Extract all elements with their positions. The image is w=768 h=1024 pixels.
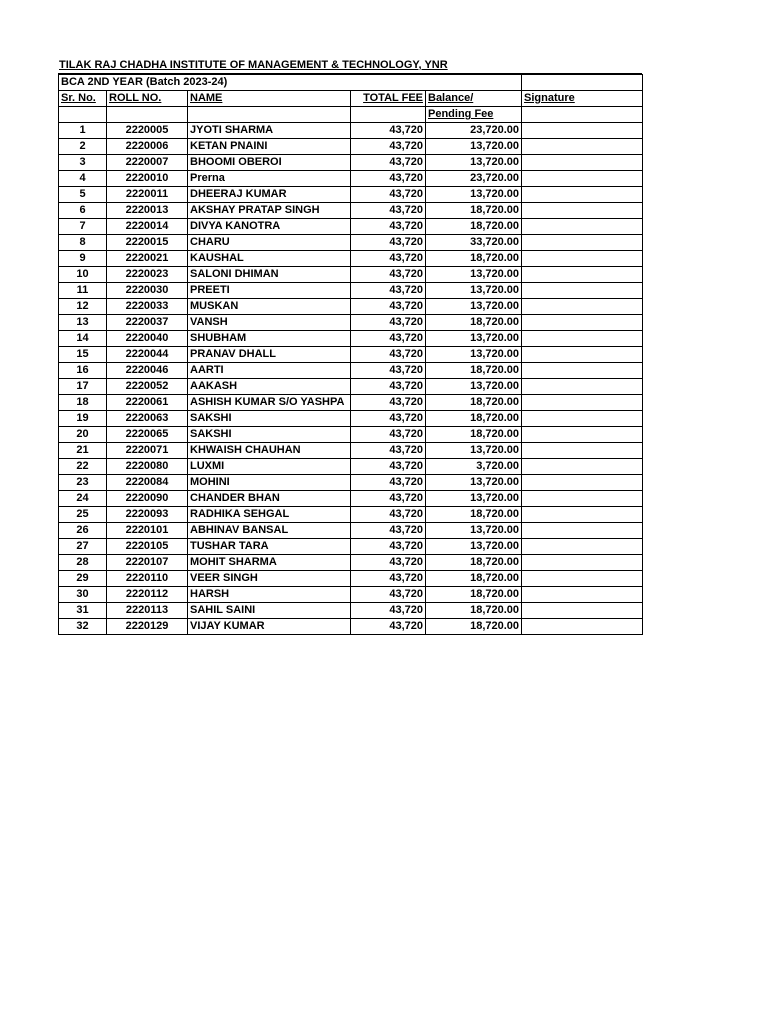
balance-cell: 13,720.00	[426, 379, 522, 395]
signature-cell	[522, 571, 643, 587]
roll-no-cell: 2220033	[107, 299, 188, 315]
signature-cell	[522, 187, 643, 203]
balance-cell: 18,720.00	[426, 411, 522, 427]
signature-cell	[522, 331, 643, 347]
table-row	[59, 587, 643, 603]
signature-cell	[522, 235, 643, 251]
sr-no-cell: 4	[59, 171, 107, 187]
total-fee-cell: 43,720	[351, 379, 426, 395]
signature-cell	[522, 475, 643, 491]
name-cell: VIJAY KUMAR	[188, 619, 351, 635]
table-row	[59, 187, 643, 203]
table-row	[59, 171, 643, 187]
balance-cell: 18,720.00	[426, 619, 522, 635]
roll-no-cell: 2220037	[107, 315, 188, 331]
roll-no-cell: 2220093	[107, 507, 188, 523]
header2-empty-signature	[522, 107, 643, 123]
total-fee-cell: 43,720	[351, 619, 426, 635]
signature-cell	[522, 363, 643, 379]
sr-no-cell: 9	[59, 251, 107, 267]
name-cell: Prerna	[188, 171, 351, 187]
name-cell: SAKSHI	[188, 411, 351, 427]
fee-table	[58, 74, 643, 635]
total-fee-cell: 43,720	[351, 315, 426, 331]
sr-no-cell: 14	[59, 331, 107, 347]
signature-cell	[522, 347, 643, 363]
table-row	[59, 475, 643, 491]
signature-cell	[522, 507, 643, 523]
header-row-2	[59, 107, 643, 123]
balance-cell: 13,720.00	[426, 299, 522, 315]
name-cell: VEER SINGH	[188, 571, 351, 587]
fee-sheet	[58, 58, 642, 635]
table-row	[59, 443, 643, 459]
name-cell: VANSH	[188, 315, 351, 331]
balance-cell: 13,720.00	[426, 523, 522, 539]
table-row	[59, 603, 643, 619]
name-cell: SAHIL SAINI	[188, 603, 351, 619]
table-row	[59, 555, 643, 571]
total-fee-cell: 43,720	[351, 571, 426, 587]
signature-cell	[522, 523, 643, 539]
balance-cell: 13,720.00	[426, 155, 522, 171]
table-row	[59, 235, 643, 251]
signature-cell	[522, 283, 643, 299]
table-row	[59, 299, 643, 315]
table-row	[59, 459, 643, 475]
sr-no-cell: 16	[59, 363, 107, 379]
name-cell: KAUSHAL	[188, 251, 351, 267]
name-cell: PREETI	[188, 283, 351, 299]
name-cell: CHANDER BHAN	[188, 491, 351, 507]
total-fee-cell: 43,720	[351, 155, 426, 171]
header-total-fee: TOTAL FEE	[351, 91, 426, 107]
roll-no-cell: 2220023	[107, 267, 188, 283]
signature-cell	[522, 155, 643, 171]
roll-no-cell: 2220105	[107, 539, 188, 555]
sr-no-cell: 6	[59, 203, 107, 219]
name-cell: ABHINAV BANSAL	[188, 523, 351, 539]
roll-no-cell: 2220052	[107, 379, 188, 395]
roll-no-cell: 2220107	[107, 555, 188, 571]
sr-no-cell: 23	[59, 475, 107, 491]
roll-no-cell: 2220065	[107, 427, 188, 443]
signature-cell	[522, 603, 643, 619]
table-row	[59, 283, 643, 299]
roll-no-cell: 2220112	[107, 587, 188, 603]
name-cell: DIVYA KANOTRA	[188, 219, 351, 235]
sr-no-cell: 17	[59, 379, 107, 395]
sr-no-cell: 5	[59, 187, 107, 203]
table-row	[59, 155, 643, 171]
sr-no-cell: 15	[59, 347, 107, 363]
balance-cell: 23,720.00	[426, 123, 522, 139]
header-row	[59, 91, 643, 107]
balance-cell: 13,720.00	[426, 443, 522, 459]
signature-cell	[522, 299, 643, 315]
signature-cell	[522, 491, 643, 507]
total-fee-cell: 43,720	[351, 139, 426, 155]
name-cell: DHEERAJ KUMAR	[188, 187, 351, 203]
signature-cell	[522, 539, 643, 555]
total-fee-cell: 43,720	[351, 587, 426, 603]
table-row	[59, 219, 643, 235]
name-cell: ASHISH KUMAR S/O YASHPA	[188, 395, 351, 411]
sr-no-cell: 20	[59, 427, 107, 443]
signature-cell	[522, 139, 643, 155]
balance-cell: 18,720.00	[426, 587, 522, 603]
total-fee-cell: 43,720	[351, 299, 426, 315]
signature-cell	[522, 203, 643, 219]
roll-no-cell: 2220129	[107, 619, 188, 635]
total-fee-cell: 43,720	[351, 475, 426, 491]
total-fee-cell: 43,720	[351, 347, 426, 363]
header-name: NAME	[188, 91, 351, 107]
total-fee-cell: 43,720	[351, 283, 426, 299]
roll-no-cell: 2220044	[107, 347, 188, 363]
balance-cell: 13,720.00	[426, 283, 522, 299]
balance-cell: 13,720.00	[426, 491, 522, 507]
sr-no-cell: 7	[59, 219, 107, 235]
total-fee-cell: 43,720	[351, 395, 426, 411]
table-row	[59, 123, 643, 139]
table-row	[59, 523, 643, 539]
roll-no-cell: 2220040	[107, 331, 188, 347]
signature-cell	[522, 587, 643, 603]
batch-label: BCA 2ND YEAR (Batch 2023-24)	[59, 75, 522, 91]
name-cell: PRANAV DHALL	[188, 347, 351, 363]
roll-no-cell: 2220090	[107, 491, 188, 507]
roll-no-cell: 2220084	[107, 475, 188, 491]
roll-no-cell: 2220063	[107, 411, 188, 427]
sr-no-cell: 25	[59, 507, 107, 523]
total-fee-cell: 43,720	[351, 267, 426, 283]
table-row	[59, 427, 643, 443]
name-cell: AARTI	[188, 363, 351, 379]
total-fee-cell: 43,720	[351, 507, 426, 523]
header2-empty-sr	[59, 107, 107, 123]
balance-cell: 13,720.00	[426, 347, 522, 363]
table-row	[59, 331, 643, 347]
sr-no-cell: 32	[59, 619, 107, 635]
sr-no-cell: 28	[59, 555, 107, 571]
roll-no-cell: 2220011	[107, 187, 188, 203]
total-fee-cell: 43,720	[351, 331, 426, 347]
balance-cell: 13,720.00	[426, 187, 522, 203]
header2-empty-fee	[351, 107, 426, 123]
roll-no-cell: 2220046	[107, 363, 188, 379]
signature-cell	[522, 411, 643, 427]
roll-no-cell: 2220030	[107, 283, 188, 299]
header2-empty-name	[188, 107, 351, 123]
name-cell: JYOTI SHARMA	[188, 123, 351, 139]
balance-cell: 18,720.00	[426, 315, 522, 331]
table-row	[59, 411, 643, 427]
name-cell: AKSHAY PRATAP SINGH	[188, 203, 351, 219]
table-row	[59, 491, 643, 507]
roll-no-cell: 2220005	[107, 123, 188, 139]
roll-no-cell: 2220013	[107, 203, 188, 219]
total-fee-cell: 43,720	[351, 603, 426, 619]
balance-cell: 13,720.00	[426, 331, 522, 347]
balance-cell: 3,720.00	[426, 459, 522, 475]
sr-no-cell: 13	[59, 315, 107, 331]
header-signature: Signature	[522, 91, 643, 107]
name-cell: HARSH	[188, 587, 351, 603]
roll-no-cell: 2220080	[107, 459, 188, 475]
total-fee-cell: 43,720	[351, 539, 426, 555]
table-row	[59, 379, 643, 395]
name-cell: KHWAISH CHAUHAN	[188, 443, 351, 459]
balance-cell: 18,720.00	[426, 219, 522, 235]
sr-no-cell: 19	[59, 411, 107, 427]
balance-cell: 18,720.00	[426, 507, 522, 523]
sr-no-cell: 2	[59, 139, 107, 155]
table-row	[59, 315, 643, 331]
roll-no-cell: 2220014	[107, 219, 188, 235]
name-cell: RADHIKA SEHGAL	[188, 507, 351, 523]
balance-cell: 18,720.00	[426, 571, 522, 587]
table-row	[59, 619, 643, 635]
signature-cell	[522, 251, 643, 267]
table-row	[59, 539, 643, 555]
total-fee-cell: 43,720	[351, 123, 426, 139]
table-row	[59, 395, 643, 411]
name-cell: MUSKAN	[188, 299, 351, 315]
sr-no-cell: 31	[59, 603, 107, 619]
total-fee-cell: 43,720	[351, 363, 426, 379]
balance-cell: 18,720.00	[426, 427, 522, 443]
table-row	[59, 203, 643, 219]
institute-title: TILAK RAJ CHADHA INSTITUTE OF MANAGEMENT & TECHNOLOGY, YNR	[58, 58, 642, 74]
signature-cell	[522, 555, 643, 571]
sr-no-cell: 30	[59, 587, 107, 603]
total-fee-cell: 43,720	[351, 443, 426, 459]
roll-no-cell: 2220113	[107, 603, 188, 619]
roll-no-cell: 2220061	[107, 395, 188, 411]
sr-no-cell: 21	[59, 443, 107, 459]
total-fee-cell: 43,720	[351, 459, 426, 475]
balance-cell: 13,720.00	[426, 539, 522, 555]
name-cell: CHARU	[188, 235, 351, 251]
signature-cell	[522, 443, 643, 459]
total-fee-cell: 43,720	[351, 555, 426, 571]
sr-no-cell: 27	[59, 539, 107, 555]
total-fee-cell: 43,720	[351, 411, 426, 427]
signature-cell	[522, 427, 643, 443]
total-fee-cell: 43,720	[351, 235, 426, 251]
signature-cell	[522, 267, 643, 283]
name-cell: BHOOMI OBEROI	[188, 155, 351, 171]
roll-no-cell: 2220006	[107, 139, 188, 155]
signature-cell	[522, 459, 643, 475]
sr-no-cell: 22	[59, 459, 107, 475]
header-pending-fee: Pending Fee	[426, 107, 522, 123]
balance-cell: 18,720.00	[426, 363, 522, 379]
roll-no-cell: 2220010	[107, 171, 188, 187]
header-balance: Balance/	[426, 91, 522, 107]
sr-no-cell: 10	[59, 267, 107, 283]
table-row	[59, 251, 643, 267]
table-row	[59, 571, 643, 587]
table-row	[59, 139, 643, 155]
balance-cell: 13,720.00	[426, 475, 522, 491]
signature-cell	[522, 171, 643, 187]
header2-empty-roll	[107, 107, 188, 123]
total-fee-cell: 43,720	[351, 187, 426, 203]
sr-no-cell: 1	[59, 123, 107, 139]
balance-cell: 18,720.00	[426, 555, 522, 571]
name-cell: AAKASH	[188, 379, 351, 395]
signature-cell	[522, 123, 643, 139]
header-sr-no: Sr. No.	[59, 91, 107, 107]
name-cell: KETAN PNAINI	[188, 139, 351, 155]
total-fee-cell: 43,720	[351, 203, 426, 219]
signature-cell	[522, 219, 643, 235]
sr-no-cell: 29	[59, 571, 107, 587]
total-fee-cell: 43,720	[351, 171, 426, 187]
roll-no-cell: 2220101	[107, 523, 188, 539]
sr-no-cell: 18	[59, 395, 107, 411]
total-fee-cell: 43,720	[351, 427, 426, 443]
balance-cell: 33,720.00	[426, 235, 522, 251]
balance-cell: 18,720.00	[426, 395, 522, 411]
batch-row	[59, 75, 643, 91]
header-roll-no: ROLL NO.	[107, 91, 188, 107]
signature-cell	[522, 395, 643, 411]
name-cell: SHUBHAM	[188, 331, 351, 347]
table-row	[59, 507, 643, 523]
sr-no-cell: 24	[59, 491, 107, 507]
roll-no-cell: 2220110	[107, 571, 188, 587]
total-fee-cell: 43,720	[351, 491, 426, 507]
roll-no-cell: 2220007	[107, 155, 188, 171]
roll-no-cell: 2220071	[107, 443, 188, 459]
roll-no-cell: 2220015	[107, 235, 188, 251]
table-row	[59, 267, 643, 283]
sr-no-cell: 3	[59, 155, 107, 171]
signature-cell	[522, 379, 643, 395]
total-fee-cell: 43,720	[351, 251, 426, 267]
sr-no-cell: 12	[59, 299, 107, 315]
signature-cell	[522, 619, 643, 635]
signature-cell	[522, 315, 643, 331]
balance-cell: 18,720.00	[426, 603, 522, 619]
table-row	[59, 347, 643, 363]
balance-cell: 13,720.00	[426, 139, 522, 155]
balance-cell: 23,720.00	[426, 171, 522, 187]
name-cell: MOHINI	[188, 475, 351, 491]
name-cell: SAKSHI	[188, 427, 351, 443]
balance-cell: 18,720.00	[426, 203, 522, 219]
name-cell: MOHIT SHARMA	[188, 555, 351, 571]
sr-no-cell: 11	[59, 283, 107, 299]
sr-no-cell: 8	[59, 235, 107, 251]
table-row	[59, 363, 643, 379]
roll-no-cell: 2220021	[107, 251, 188, 267]
sr-no-cell: 26	[59, 523, 107, 539]
name-cell: SALONI DHIMAN	[188, 267, 351, 283]
batch-row-empty-cell	[522, 75, 643, 91]
name-cell: TUSHAR TARA	[188, 539, 351, 555]
name-cell: LUXMI	[188, 459, 351, 475]
balance-cell: 13,720.00	[426, 267, 522, 283]
balance-cell: 18,720.00	[426, 251, 522, 267]
total-fee-cell: 43,720	[351, 523, 426, 539]
total-fee-cell: 43,720	[351, 219, 426, 235]
